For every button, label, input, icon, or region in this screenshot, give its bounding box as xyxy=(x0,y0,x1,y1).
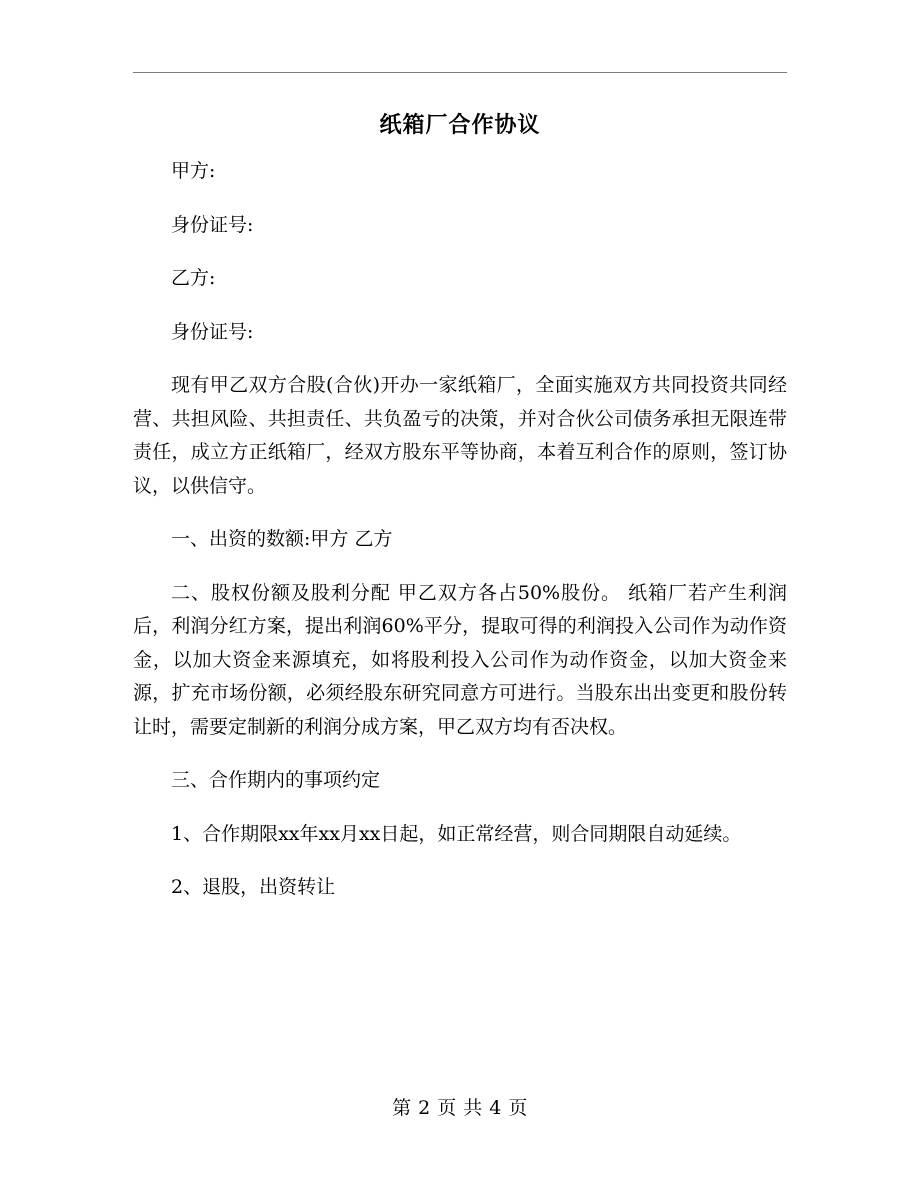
party-b-id-label: 身份证号: xyxy=(171,320,254,343)
intro-paragraph: 现有甲乙双方合股(合伙)开办一家纸箱厂，全面实施双方共同投资共同经营、共担风险、共担责任、共负盈亏的决策，并对合伙公司债务承担无限连带责任，成立方正纸箱厂，经双方股东平等协商，本着互利合作的原则，签订协议，以供信守。 xyxy=(133,374,787,497)
party-b-label: 乙方: xyxy=(171,267,216,289)
section-2-equity: 二、股权份额及股利分配 甲乙双方各占50%股份。 纸箱厂若产生利润后，利润分红方案，提出利润60%平分，提取可得的利润投入公司作为动作资金，以加大资金来源填充，如将股利投入公司作为动作资金，以加大资金来源，扩充市场份额，必须经股东研究同意方可进行。当股东出出变更和股份转让时，需要定制新的利润分成方案，甲乙双方均有否决权。 xyxy=(133,581,787,738)
party-a-label: 甲方: xyxy=(171,160,216,182)
document-title: 纸箱厂合作协议 xyxy=(379,112,541,138)
item-1-term: 1、合作期限xx年xx月xx日起，如正常经营，则合同期限自动延续。 xyxy=(171,822,742,845)
party-a-id-label: 身份证号: xyxy=(171,213,254,236)
page-number: 第 2 页 共 4 页 xyxy=(392,1097,528,1119)
item-2-withdrawal: 2、退股，出资转让 xyxy=(171,876,336,898)
header-rule xyxy=(133,72,787,73)
section-3-heading: 三、合作期内的事项约定 xyxy=(171,769,381,791)
section-1-capital: 一、出资的数额:甲方 乙方 xyxy=(171,528,393,550)
document-body xyxy=(133,155,787,925)
